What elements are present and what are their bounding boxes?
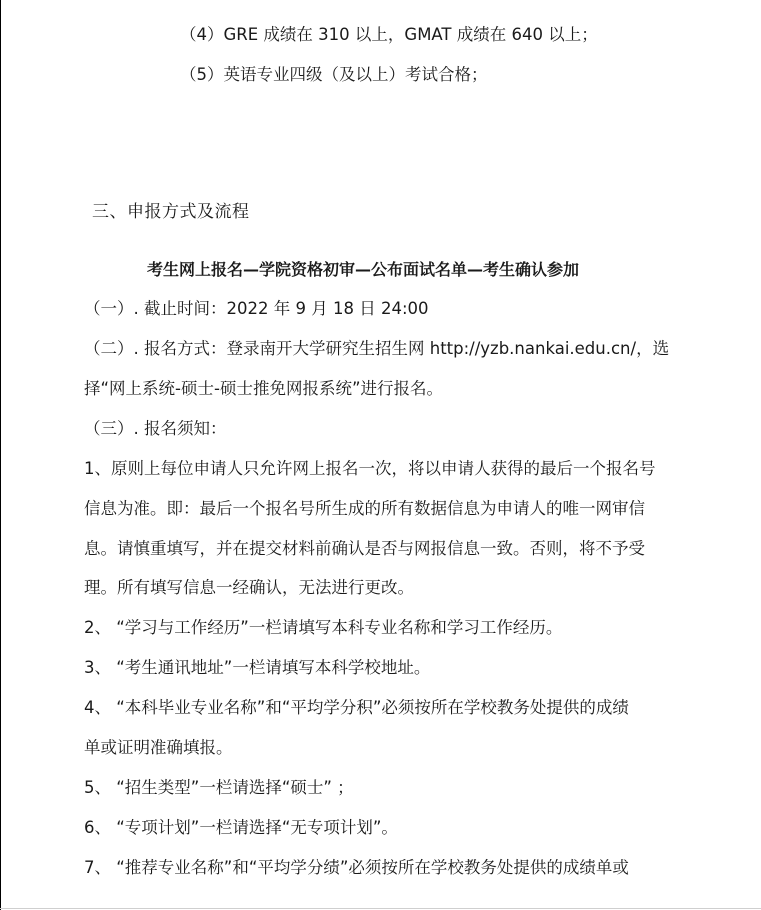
left-border-rule	[0, 0, 1, 910]
registration-method-line-2: 择“网上系统-硕士-硕士推免网报系统”进行报名。	[84, 379, 444, 398]
note-line: 5、 “招生类型”一栏请选择“硕士” ；	[84, 778, 354, 797]
registration-method-line-1: （二）. 报名方式：登录南开大学研究生招生网 http://yzb.nankai.edu.cn/，选	[84, 339, 670, 358]
note-line: 信息为准。即：最后一个报名号所生成的所有数据信息为申请人的唯一网审信	[84, 499, 645, 518]
note-line: 单或证明准确填报。	[84, 738, 233, 757]
notice-title: （三）. 报名须知：	[84, 419, 227, 438]
note-line: 7、 “推荐专业名称”和“平均学分绩”必须按所在学校教务处提供的成绩单或	[84, 858, 629, 877]
note-line: 息。请慎重填写，并在提交材料前确认是否与网报信息一致。否则，将不予受	[84, 539, 645, 558]
section-heading: 三、申报方式及流程	[92, 202, 250, 222]
note-line: 6、 “专项计划”一栏请选择“无专项计划”。	[84, 818, 398, 837]
note-line: 4、 “本科毕业专业名称”和“平均学分积”必须按所在学校教务处提供的成绩	[84, 698, 629, 717]
bottom-border-rule	[0, 908, 761, 909]
note-line: 2、 “学习与工作经历”一栏请填写本科专业名称和学习工作经历。	[84, 618, 563, 637]
note-line: 理。所有填写信息一经确认，无法进行更改。	[84, 578, 414, 597]
requirement-item-5: （5）英语专业四级（及以上）考试合格；	[180, 65, 488, 84]
note-line: 1、原则上每位申请人只允许网上报名一次，将以申请人获得的最后一个报名号	[84, 459, 656, 478]
note-line: 3、 “考生通讯地址”一栏请填写本科学校地址。	[84, 658, 431, 677]
deadline-line: （一）. 截止时间：2022 年 9 月 18 日 24:00	[84, 299, 429, 318]
process-flow: 考生网上报名—学院资格初审—公布面试名单—考生确认参加	[147, 260, 580, 279]
requirement-item-4: （4）GRE 成绩在 310 以上，GMAT 成绩在 640 以上；	[180, 25, 598, 44]
